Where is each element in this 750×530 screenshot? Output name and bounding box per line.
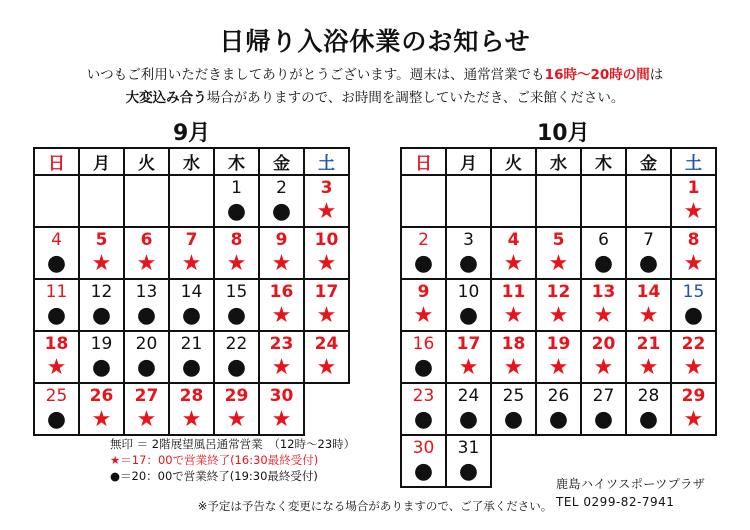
weekday-header: 水 — [536, 148, 581, 175]
calendar-empty-cell — [536, 175, 581, 227]
day-number: 30 — [269, 386, 294, 406]
dot-icon: ● — [181, 303, 202, 328]
day-number: 16 — [269, 282, 294, 302]
day-number: 10 — [314, 230, 339, 250]
calendar-empty-cell — [491, 175, 536, 227]
day-number: 18 — [44, 334, 69, 354]
intro-line-2 — [0, 87, 750, 110]
calendar-day-cell — [79, 383, 124, 435]
day-number: 27 — [134, 386, 159, 406]
day-number: 23 — [269, 334, 294, 354]
star-icon: ★ — [226, 251, 247, 276]
weekday-header-row — [34, 148, 349, 175]
day-number: 20 — [135, 334, 158, 354]
calendar-day-cell — [169, 227, 214, 279]
month-label-october: 10月 — [537, 121, 590, 146]
calendar-day-cell — [446, 331, 491, 383]
day-number: 21 — [636, 334, 661, 354]
day-number: 3 — [463, 230, 474, 250]
star-icon: ★ — [548, 251, 569, 276]
day-number: 17 — [456, 334, 481, 354]
day-number: 7 — [643, 230, 654, 250]
calendar-day-cell — [259, 227, 304, 279]
star-icon: ★ — [593, 303, 614, 328]
star-icon: ★ — [458, 355, 479, 380]
calendar-day-cell — [491, 279, 536, 331]
calendar-day-cell — [626, 227, 671, 279]
calendar-day-cell — [214, 175, 259, 227]
intro-line-1-a: いつもご利用いただきましてありがとうございます。週末は、通常営業でも — [86, 67, 545, 83]
star-icon: ★ — [683, 407, 704, 432]
facility-tel: TEL 0299-82-7941 — [556, 495, 675, 509]
day-number: 25 — [45, 386, 68, 406]
weekday-header: 水 — [169, 148, 214, 175]
star-icon: ★ — [638, 303, 659, 328]
day-number: 15 — [225, 282, 248, 302]
intro-line-2-b: 場合がありますので、お時間を調整していただき、ご来館ください。 — [206, 90, 625, 106]
weekday-header: 月 — [79, 148, 124, 175]
day-number: 3 — [320, 178, 333, 198]
weekday-header: 火 — [491, 148, 536, 175]
calendar-day-cell — [124, 331, 169, 383]
dot-icon: ● — [413, 355, 434, 380]
star-icon: ★ — [271, 303, 292, 328]
day-number: 4 — [51, 230, 62, 250]
dot-icon: ● — [136, 303, 157, 328]
dot-icon: ● — [593, 251, 614, 276]
calendar-day-cell — [671, 331, 716, 383]
star-icon: ★ — [271, 251, 292, 276]
star-icon: ★ — [91, 251, 112, 276]
star-icon: ★ — [181, 407, 202, 432]
calendar-day-cell — [401, 227, 446, 279]
day-number: 16 — [412, 334, 435, 354]
calendar-day-cell — [671, 227, 716, 279]
star-icon: ★ — [136, 407, 157, 432]
calendar-empty-cell — [79, 175, 124, 227]
dot-icon: ● — [46, 407, 67, 432]
dot-icon: ● — [46, 303, 67, 328]
page-title: 日帰り入浴休業のお知らせ — [219, 27, 531, 56]
calendar-day-cell — [214, 279, 259, 331]
weekday-header: 木 — [214, 148, 259, 175]
day-number: 20 — [591, 334, 616, 354]
day-number: 26 — [89, 386, 114, 406]
calendar-day-cell — [34, 383, 79, 435]
star-icon: ★ — [91, 407, 112, 432]
dot-icon: ● — [181, 355, 202, 380]
calendar-day-cell — [214, 227, 259, 279]
dot-icon: ● — [638, 251, 659, 276]
day-number: 21 — [180, 334, 203, 354]
calendar-week-row — [34, 331, 349, 383]
dot-icon: ● — [683, 303, 704, 328]
weekday-header: 土 — [304, 148, 349, 175]
calendar-day-cell — [304, 279, 349, 331]
weekday-header: 日 — [401, 148, 446, 175]
calendar-day-cell — [124, 227, 169, 279]
intro-line-1 — [0, 64, 750, 87]
dot-icon: ● — [226, 303, 247, 328]
day-number: 18 — [501, 334, 526, 354]
day-number: 14 — [636, 282, 661, 302]
dot-icon: ● — [136, 355, 157, 380]
day-number: 2 — [276, 178, 287, 198]
star-icon: ★ — [271, 407, 292, 432]
dot-icon: ● — [46, 251, 67, 276]
calendar-day-cell — [626, 383, 671, 435]
day-number: 19 — [90, 334, 113, 354]
day-number: 12 — [546, 282, 571, 302]
day-number: 28 — [637, 386, 660, 406]
calendar-day-cell — [581, 383, 626, 435]
dot-icon: ● — [638, 407, 659, 432]
calendar-day-cell — [491, 383, 536, 435]
dot-icon: ● — [91, 303, 112, 328]
weekday-header: 土 — [671, 148, 716, 175]
calendar-day-cell — [169, 383, 214, 435]
calendar-day-cell — [79, 331, 124, 383]
calendar-empty-cell — [401, 175, 446, 227]
calendar-empty-cell — [34, 175, 79, 227]
day-number: 13 — [591, 282, 616, 302]
day-number: 13 — [135, 282, 158, 302]
day-number: 26 — [547, 386, 570, 406]
day-number: 9 — [275, 230, 288, 250]
star-icon: ★ — [316, 251, 337, 276]
day-number: 7 — [185, 230, 198, 250]
intro-line-2-highlight: 大変込み合う — [125, 90, 207, 106]
calendar-day-cell — [536, 383, 581, 435]
day-number: 1 — [231, 178, 242, 198]
dot-icon: ● — [271, 199, 292, 224]
weekday-header: 火 — [124, 148, 169, 175]
calendar-week-row — [34, 279, 349, 331]
calendar-day-cell — [581, 227, 626, 279]
calendar-day-cell — [34, 227, 79, 279]
calendar-empty-cell — [491, 435, 536, 487]
day-number: 1 — [687, 178, 700, 198]
day-number: 31 — [457, 438, 480, 458]
day-number: 24 — [457, 386, 480, 406]
star-icon: ★ — [683, 199, 704, 224]
day-number: 24 — [314, 334, 339, 354]
calendar-day-cell — [79, 227, 124, 279]
day-number: 11 — [501, 282, 526, 302]
calendar-october — [400, 147, 717, 488]
day-number: 17 — [314, 282, 339, 302]
day-number: 5 — [95, 230, 108, 250]
calendar-day-cell — [671, 279, 716, 331]
dot-icon: ● — [226, 199, 247, 224]
calendar-empty-cell — [169, 175, 214, 227]
calendar-day-cell — [401, 279, 446, 331]
calendar-week-row — [34, 227, 349, 279]
dot-icon: ● — [458, 251, 479, 276]
star-icon: ★ — [271, 355, 292, 380]
calendar-day-cell — [259, 383, 304, 435]
day-number: 19 — [546, 334, 571, 354]
day-number: 12 — [90, 282, 113, 302]
calendar-week-row — [401, 331, 716, 383]
calendar-day-cell — [304, 175, 349, 227]
dot-icon: ● — [503, 407, 524, 432]
dot-icon: ● — [413, 459, 434, 484]
calendar-day-cell — [401, 331, 446, 383]
legend-dot: ●＝20：00で営業終了(19:30最終受付) — [110, 469, 318, 483]
day-number: 2 — [418, 230, 429, 250]
calendar-week-row — [34, 383, 349, 435]
day-number: 5 — [552, 230, 565, 250]
calendar-day-cell — [581, 331, 626, 383]
calendar-day-cell — [34, 279, 79, 331]
dot-icon: ● — [458, 407, 479, 432]
calendar-september — [33, 147, 350, 436]
calendar-empty-cell — [304, 383, 349, 435]
legend-star: ★＝17：00で営業終了(16:30最終受付) — [110, 453, 319, 467]
calendar-day-cell — [124, 279, 169, 331]
star-icon: ★ — [503, 303, 524, 328]
day-number: 8 — [687, 230, 700, 250]
star-icon: ★ — [226, 407, 247, 432]
calendar-day-cell — [401, 383, 446, 435]
star-icon: ★ — [46, 355, 67, 380]
calendar-week-row — [34, 175, 349, 227]
calendar-day-cell — [169, 331, 214, 383]
day-number: 4 — [507, 230, 520, 250]
star-icon: ★ — [683, 355, 704, 380]
calendar-week-row — [401, 227, 716, 279]
dot-icon: ● — [593, 407, 614, 432]
calendar-day-cell — [491, 331, 536, 383]
calendar-day-cell — [259, 331, 304, 383]
day-number: 9 — [417, 282, 430, 302]
calendar-day-cell — [671, 175, 716, 227]
calendar-day-cell — [304, 331, 349, 383]
day-number: 6 — [598, 230, 609, 250]
calendar-day-cell — [581, 279, 626, 331]
day-number: 11 — [45, 282, 68, 302]
calendar-day-cell — [671, 383, 716, 435]
day-number: 22 — [681, 334, 706, 354]
day-number: 23 — [412, 386, 435, 406]
star-icon: ★ — [548, 355, 569, 380]
day-number: 28 — [179, 386, 204, 406]
calendar-empty-cell — [446, 175, 491, 227]
star-icon: ★ — [316, 355, 337, 380]
calendar-day-cell — [259, 279, 304, 331]
weekday-header: 月 — [446, 148, 491, 175]
calendar-day-cell — [446, 279, 491, 331]
calendar-day-cell — [626, 331, 671, 383]
day-number: 8 — [230, 230, 243, 250]
calendar-empty-cell — [124, 175, 169, 227]
dot-icon: ● — [458, 459, 479, 484]
star-icon: ★ — [181, 251, 202, 276]
star-icon: ★ — [503, 355, 524, 380]
day-number: 6 — [140, 230, 153, 250]
calendar-week-row — [401, 279, 716, 331]
dot-icon: ● — [226, 355, 247, 380]
day-number: 29 — [224, 386, 249, 406]
day-number: 22 — [225, 334, 248, 354]
calendar-day-cell — [169, 279, 214, 331]
calendar-day-cell — [446, 227, 491, 279]
dot-icon: ● — [413, 251, 434, 276]
calendar-empty-cell — [581, 175, 626, 227]
weekday-header-row — [401, 148, 716, 175]
weekday-header: 金 — [259, 148, 304, 175]
dot-icon: ● — [413, 407, 434, 432]
legend — [110, 436, 355, 484]
intro-line-1-highlight: 16時〜20時の間 — [544, 67, 650, 83]
dot-icon: ● — [458, 303, 479, 328]
intro-line-1-c: は — [649, 67, 664, 83]
calendar-day-cell — [124, 383, 169, 435]
calendar-day-cell — [214, 331, 259, 383]
calendar-week-row — [401, 175, 716, 227]
calendar-day-cell — [536, 279, 581, 331]
star-icon: ★ — [548, 303, 569, 328]
calendar-empty-cell — [626, 175, 671, 227]
legend-none: 無印 ＝ 2階展望風呂通常営業 （12時〜23時） — [110, 437, 356, 451]
day-number: 10 — [457, 282, 480, 302]
calendar-day-cell — [536, 227, 581, 279]
star-icon: ★ — [593, 355, 614, 380]
star-icon: ★ — [316, 303, 337, 328]
intro-text — [0, 64, 750, 110]
calendar-day-cell — [304, 227, 349, 279]
calendar-day-cell — [446, 435, 491, 487]
day-number: 14 — [180, 282, 203, 302]
footnote: ※予定は予告なく変更になる場合がありますので、ご了承ください。 — [197, 499, 553, 513]
calendar-day-cell — [536, 331, 581, 383]
star-icon: ★ — [316, 199, 337, 224]
star-icon: ★ — [413, 303, 434, 328]
calendar-day-cell — [401, 435, 446, 487]
calendar-week-row — [401, 383, 716, 435]
star-icon: ★ — [136, 251, 157, 276]
weekday-header: 日 — [34, 148, 79, 175]
day-number: 30 — [412, 438, 435, 458]
day-number: 25 — [502, 386, 525, 406]
star-icon: ★ — [638, 355, 659, 380]
day-number: 29 — [681, 386, 706, 406]
star-icon: ★ — [683, 251, 704, 276]
dot-icon: ● — [548, 407, 569, 432]
month-label-september: 9月 — [173, 121, 211, 146]
day-number: 15 — [682, 282, 705, 302]
day-number: 27 — [592, 386, 615, 406]
calendar-day-cell — [259, 175, 304, 227]
facility-name: 鹿島ハイツスポーツプラザ — [556, 477, 706, 491]
star-icon: ★ — [503, 251, 524, 276]
calendar-day-cell — [626, 279, 671, 331]
calendar-day-cell — [491, 227, 536, 279]
calendar-day-cell — [34, 331, 79, 383]
calendar-day-cell — [446, 383, 491, 435]
calendar-day-cell — [79, 279, 124, 331]
calendar-day-cell — [214, 383, 259, 435]
dot-icon: ● — [91, 355, 112, 380]
weekday-header: 金 — [626, 148, 671, 175]
weekday-header: 木 — [581, 148, 626, 175]
